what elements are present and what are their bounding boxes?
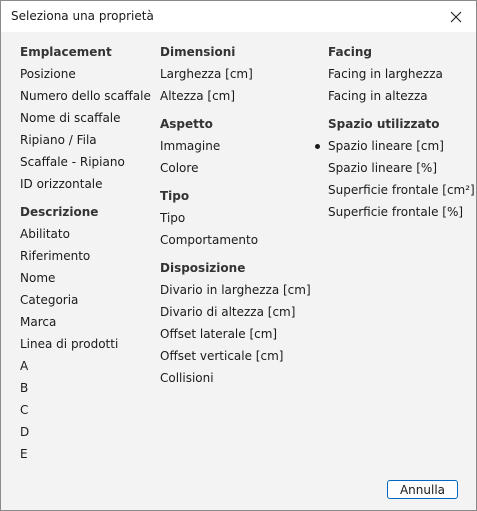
bullet-icon [315, 144, 320, 149]
section-header-emplacement: Emplacement [20, 45, 112, 59]
property-item-posizione[interactable]: Posizione [20, 67, 76, 81]
section-header-tipo: Tipo [160, 189, 190, 203]
property-item-ripiano-fila[interactable]: Ripiano / Fila [20, 133, 97, 147]
property-item-colore[interactable]: Colore [160, 161, 199, 175]
property-item-nome-scaffale[interactable]: Nome di scaffale [20, 111, 121, 125]
property-item-categoria[interactable]: Categoria [20, 293, 79, 307]
property-item-marca[interactable]: Marca [20, 315, 57, 329]
dialog-content [1, 32, 476, 510]
property-item-offset-verticale[interactable]: Offset verticale [cm] [160, 349, 284, 363]
property-item-c[interactable]: C [20, 403, 29, 417]
close-button[interactable] [436, 1, 476, 32]
property-item-linea-prodotti[interactable]: Linea di prodotti [20, 337, 119, 351]
property-item-b[interactable]: B [20, 381, 29, 395]
property-item-spazio-lineare-pct[interactable]: Spazio lineare [%] [328, 161, 438, 175]
property-item-id-orizzontale[interactable]: ID orizzontale [20, 177, 103, 191]
property-item-numero-scaffale[interactable]: Numero dello scaffale [20, 89, 151, 103]
cancel-button[interactable]: Annulla [387, 480, 458, 499]
section-header-aspetto: Aspetto [160, 117, 213, 131]
property-item-tipo[interactable]: Tipo [160, 211, 186, 225]
section-header-dimensioni: Dimensioni [160, 45, 236, 59]
section-header-disposizione: Disposizione [160, 261, 246, 275]
property-item-divario-larghezza[interactable]: Divario in larghezza [cm] [160, 283, 311, 297]
property-item-larghezza[interactable]: Larghezza [cm] [160, 67, 253, 81]
property-item-facing-altezza[interactable]: Facing in altezza [328, 89, 428, 103]
section-header-spazio-utilizzato: Spazio utilizzato [328, 117, 440, 131]
section-header-facing: Facing [328, 45, 372, 59]
title-bar [1, 1, 476, 32]
property-item-e[interactable]: E [20, 447, 28, 461]
property-item-comportamento[interactable]: Comportamento [160, 233, 259, 247]
property-item-immagine[interactable]: Immagine [160, 139, 221, 153]
property-item-riferimento[interactable]: Riferimento [20, 249, 91, 263]
property-item-a[interactable]: A [20, 359, 29, 373]
property-item-facing-larghezza[interactable]: Facing in larghezza [328, 67, 443, 81]
property-item-d[interactable]: D [20, 425, 30, 439]
property-item-spazio-lineare-cm[interactable] [328, 138, 444, 154]
property-item-collisioni[interactable]: Collisioni [160, 371, 214, 385]
property-item-nome[interactable]: Nome [20, 271, 56, 285]
selected-item-label: Spazio lineare [cm] [328, 139, 444, 153]
property-item-abilitato[interactable]: Abilitato [20, 227, 70, 241]
property-item-offset-laterale[interactable]: Offset laterale [cm] [160, 327, 278, 341]
dialog-title: Seleziona una proprietà [11, 9, 154, 23]
close-icon [450, 11, 462, 23]
section-header-descrizione: Descrizione [20, 205, 99, 219]
property-item-superficie-frontale-pct[interactable]: Superficie frontale [%] [328, 205, 464, 219]
property-item-superficie-frontale-cm2[interactable]: Superficie frontale [cm²] [328, 183, 475, 197]
property-item-scaffale-ripiano[interactable]: Scaffale - Ripiano [20, 155, 125, 169]
property-item-altezza[interactable]: Altezza [cm] [160, 89, 236, 103]
property-item-divario-altezza[interactable]: Divario di altezza [cm] [160, 305, 296, 319]
